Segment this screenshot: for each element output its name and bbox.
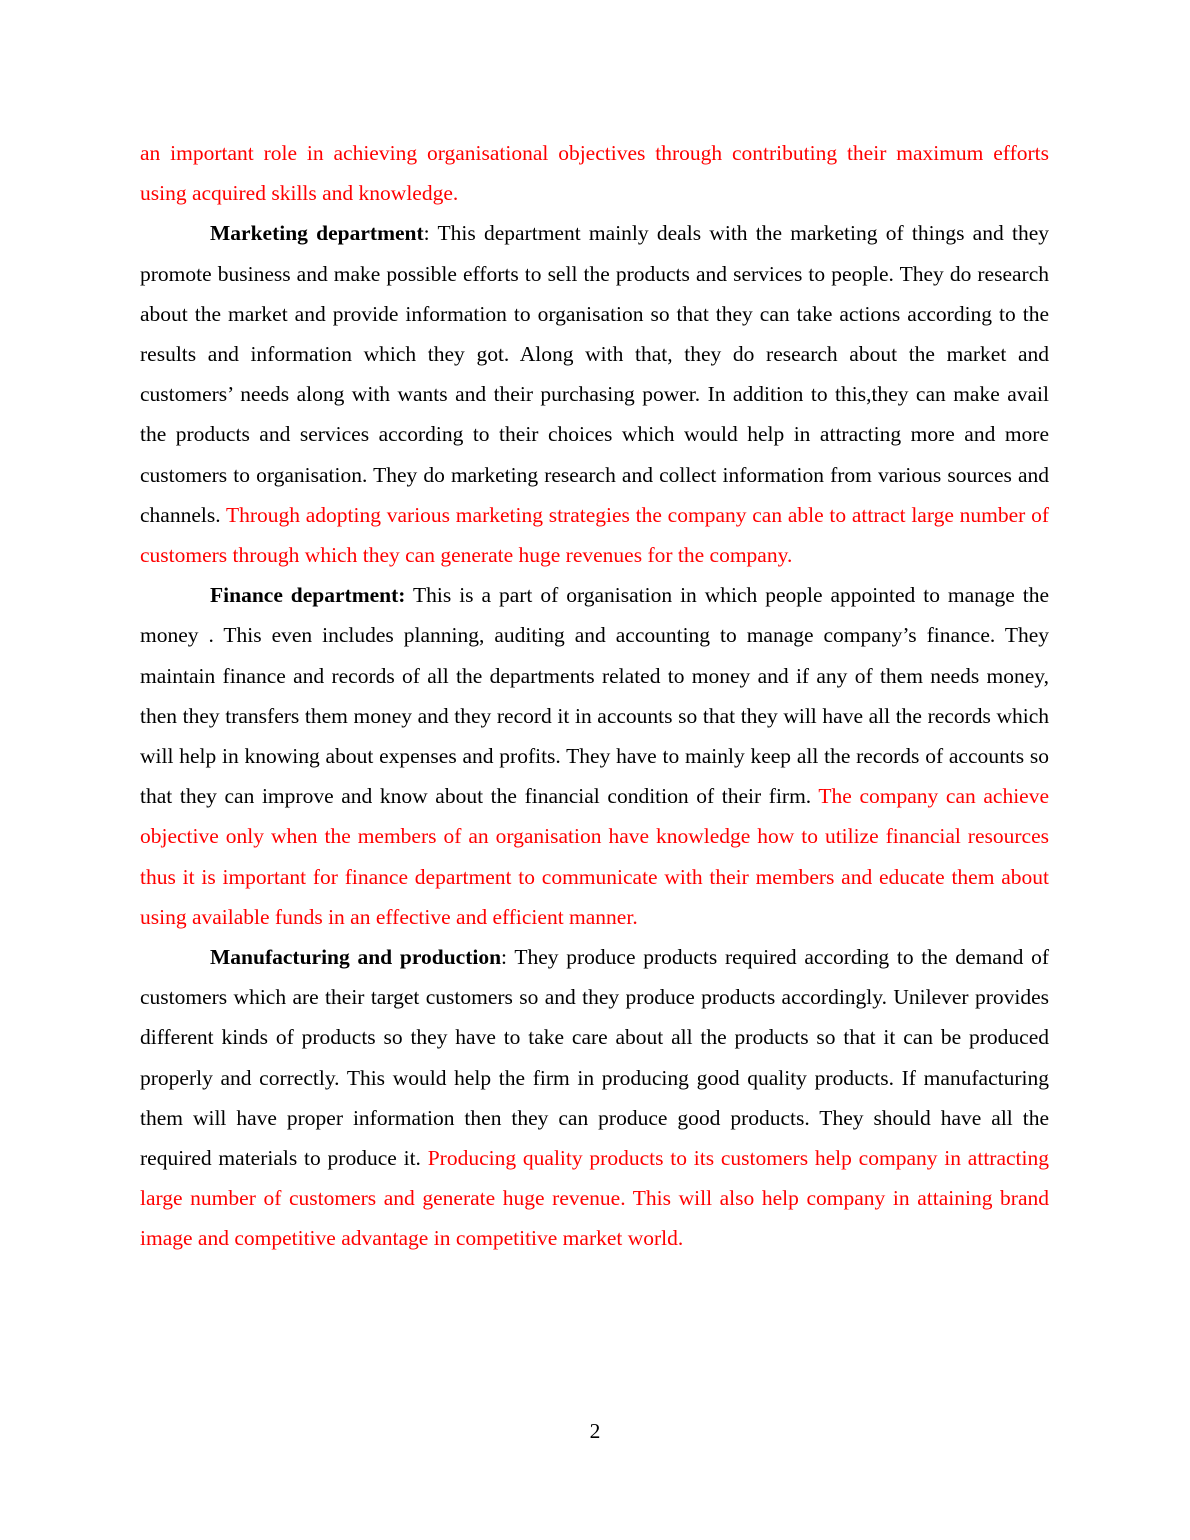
finance-heading: Finance department: bbox=[210, 583, 406, 608]
manufacturing-heading: Manufacturing and production bbox=[210, 945, 502, 970]
manufacturing-heading-suffix: : bbox=[501, 945, 508, 970]
paragraph-finance-department bbox=[140, 575, 1049, 937]
marketing-heading: Marketing department bbox=[210, 221, 424, 246]
page-number: 2 bbox=[589, 1419, 601, 1443]
paragraph-marketing-department bbox=[140, 213, 1049, 575]
marketing-body-text: This department mainly deals with the marketing of things and they promote business and make possible efforts to sell the products and services to people. They do research about the market and provide information to organisation so that they can take actions according to the results and information which they got. Along with that, they do research about the market and customers’ needs along with wants and their purchasing power. In addition to this,they can make avail the products and services according to their choices which would help in attracting more and more customers to organisation. They do marketing research and collect information from various sources and channels. bbox=[140, 221, 1049, 527]
manufacturing-highlight-text: Producing quality products to its customers help company in attracting large number of customers and generate huge revenue. This will also help company in attaining brand image and competitive advantage in competitive market world. bbox=[140, 1146, 1049, 1251]
page-body bbox=[140, 133, 1049, 1259]
manufacturing-body-text: They produce products required according to the demand of customers which are their target customers so and they produce products accordingly. Unilever provides different kinds of products so they have to take care about all the products so that it can be produced properly and correctly. This would help the firm in producing good quality products. If manufacturing them will have proper information then they can produce good products. They should have all the required materials to produce it. bbox=[140, 945, 1049, 1171]
marketing-heading-suffix: : bbox=[423, 221, 430, 246]
marketing-highlight-text: Through adopting various marketing strategies the company can able to attract large number of customers through which they can generate huge revenues for the company. bbox=[140, 502, 1049, 568]
finance-body-text: This is a part of organisation in which people appointed to manage the money . This even includes planning, auditing and accounting to manage company’s finance. They maintain finance and records of all the departments related to money and if any of them needs money, then they transfers them money and they record it in accounts so that they will have all the records which will help in knowing about expenses and profits. They have to mainly keep all the records of accounts so that they can improve and know about the financial condition of their firm. bbox=[140, 583, 1049, 809]
paragraph-highlight-text: an important role in achieving organisational objectives through contributing their maximum efforts using acquired skills and knowledge. bbox=[140, 141, 1049, 206]
finance-highlight-text: The company can achieve objective only when the members of an organisation have knowledge how to utilize financial resources thus it is important for finance department to communicate with their members and educate them about using available funds in an effective and efficient manner. bbox=[140, 784, 1050, 929]
paragraph-continuation bbox=[140, 133, 1049, 213]
paragraph-manufacturing-production bbox=[140, 937, 1049, 1259]
